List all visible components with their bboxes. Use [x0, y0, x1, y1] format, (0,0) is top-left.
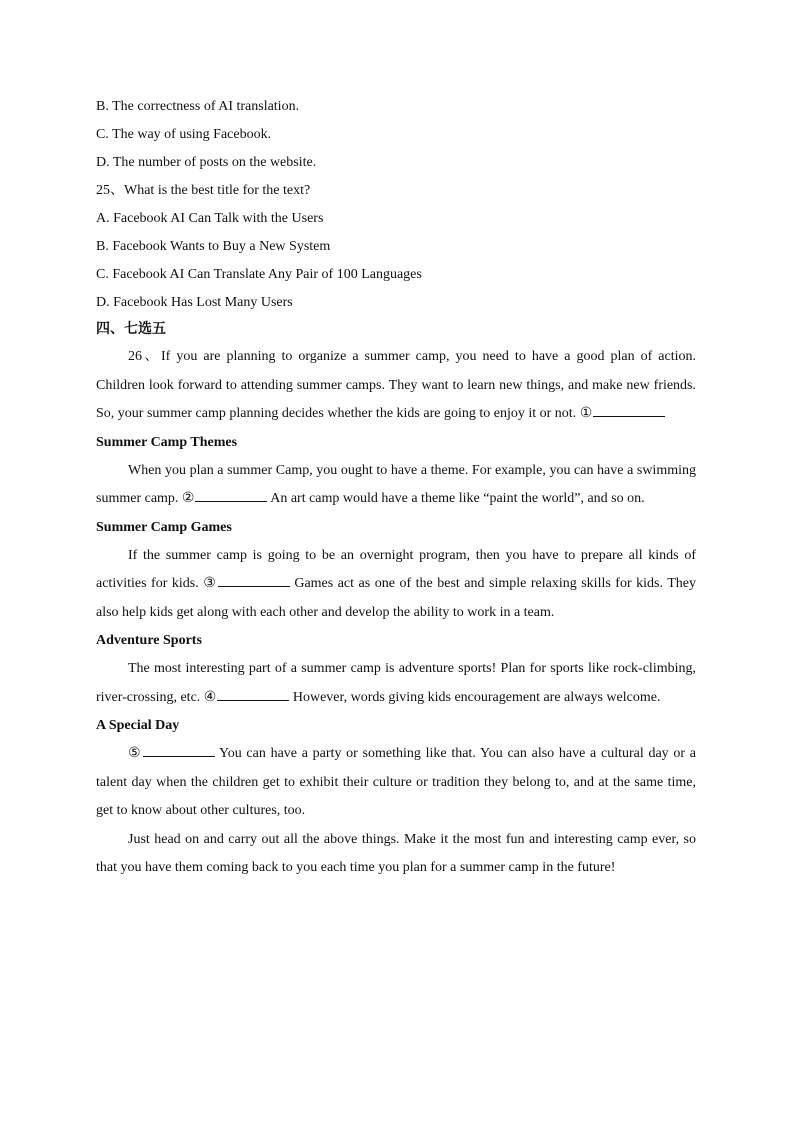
paragraph-adventure — [96, 655, 696, 712]
blank-1-marker: ① — [579, 406, 593, 421]
q25-option-b: B. Facebook Wants to Buy a New System — [96, 239, 331, 254]
blank-2-line — [195, 487, 267, 502]
games-text-b: Games act as one of the best and simple relaxing skills for kids. They also help kids get along with each other and develop the ability to work in a team. — [96, 576, 697, 620]
q25-option-d: D. Facebook Has Lost Many Users — [96, 295, 293, 310]
q25-option-a: A. Facebook AI Can Talk with the Users — [96, 211, 324, 226]
blank-4-line — [217, 686, 289, 701]
paragraph-special-day — [96, 740, 696, 826]
passage-intro — [96, 343, 696, 429]
heading-themes: Summer Camp Themes — [96, 434, 238, 450]
blank-2-marker: ② — [181, 491, 195, 506]
q24-options — [96, 93, 696, 177]
blank-3-marker: ③ — [203, 576, 217, 591]
q24-option-d: D. The number of posts on the website. — [96, 155, 317, 170]
paragraph-conclusion: Just head on and carry out all the above things. Make it the most fun and interesting camp ever, so that you have them coming back to you each time you plan for a summer camp in the future! — [96, 831, 696, 875]
blank-5-line — [143, 742, 215, 757]
q25-option-c: C. Facebook AI Can Translate Any Pair of 100 Languages — [96, 267, 422, 282]
themes-text-a: When you plan a summer Camp, you ought to have a theme. For example, you can have a swimming summer camp. — [96, 462, 696, 506]
intro-text: 26、If you are planning to organize a summer camp, you need to have a good plan of action. Children look forward to attending summer camps. They want to learn new things, and make new friends. So, your summer camp planning decides whether the kids are going to enjoy it or not. — [96, 349, 696, 421]
themes-text-b: An art camp would have a theme like “paint the world”, and so on. — [270, 491, 645, 506]
blank-4-marker: ④ — [203, 689, 217, 705]
paragraph-themes — [96, 457, 696, 514]
reading-passage — [96, 343, 696, 883]
blank-1-line — [593, 402, 665, 417]
blank-3-line — [218, 572, 290, 587]
adventure-text-b: However, words giving kids encouragement are always welcome. — [292, 689, 661, 705]
special-day-text: You can have a party or something like that. You can also have a cultural day or a talent day when the children get to exhibit their culture or tradition they belong to, and at the same time, get to know about other cultures, too. — [96, 746, 696, 818]
q25-question: 25、What is the best title for the text? — [96, 183, 311, 198]
q24-option-b: B. The correctness of AI translation. — [96, 99, 300, 114]
paragraph-games — [96, 542, 696, 628]
heading-adventure: Adventure Sports — [96, 633, 202, 648]
section-title: 四、七选五 — [96, 322, 166, 337]
blank-5-marker: ⑤ — [128, 746, 142, 761]
q24-option-c: C. The way of using Facebook. — [96, 127, 272, 142]
heading-games: Summer Camp Games — [96, 519, 232, 535]
heading-special-day: A Special Day — [96, 718, 180, 733]
games-text-a: If the summer camp is going to be an overnight program, then you have to prepare all kinds of activities for kids. — [96, 547, 696, 591]
document-page — [96, 93, 696, 883]
adventure-text-a: The most interesting part of a summer camp is adventure sports! Plan for sports like rock-climbing, river-crossing, etc. — [96, 661, 696, 705]
question-25 — [96, 177, 696, 317]
